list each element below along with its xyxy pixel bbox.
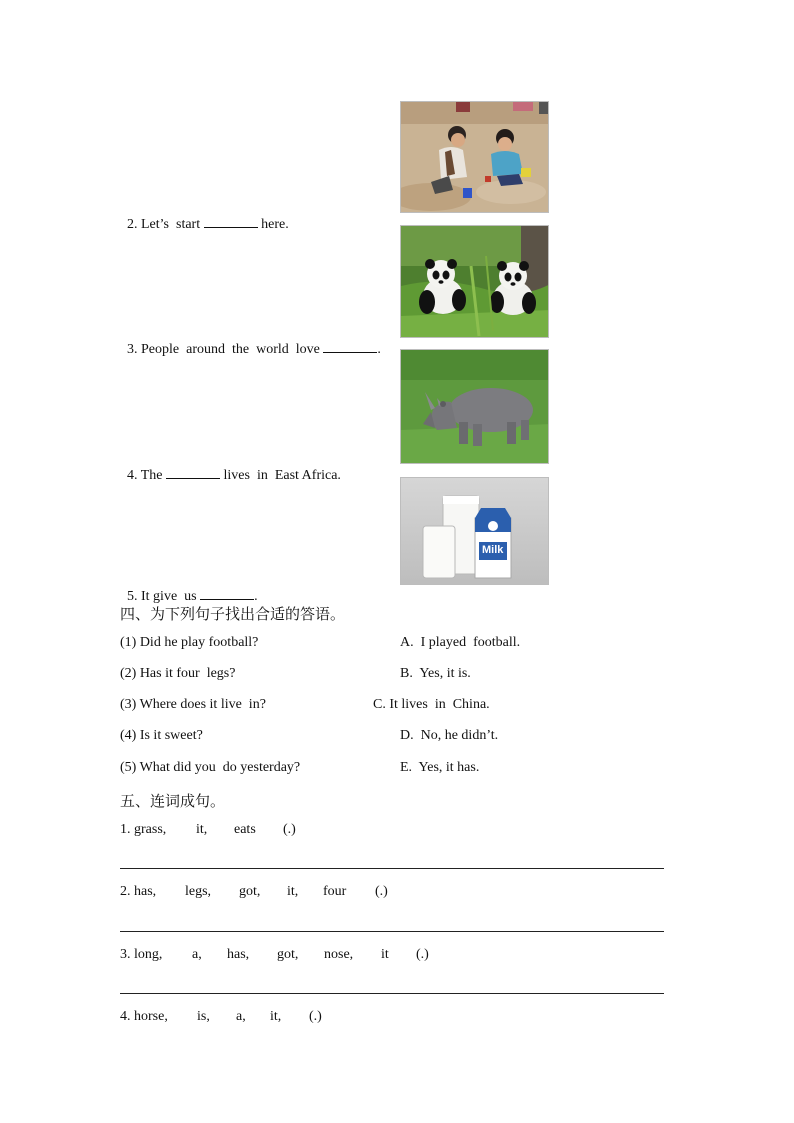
answer-blank[interactable] [204,216,258,228]
section-5-heading: 五、连词成句。 [120,792,226,810]
fill-item-2: 2. Let’s start here. [127,217,289,232]
word: 2. has, [120,884,157,899]
rhinoceros-on-grass-photo [400,349,549,464]
word: (.) [309,1009,322,1024]
section-4-heading: 四、为下列句子找出合适的答语。 [120,605,346,623]
word: (.) [416,947,429,962]
pandas-icon [401,226,549,338]
word: a, [236,1009,246,1024]
word: has, [227,947,250,962]
word: (.) [375,884,388,899]
answer-line-1[interactable] [120,868,664,869]
word: 4. horse, [120,1009,168,1024]
word: legs, [185,884,212,899]
question-2: (2) Has it four legs? [120,666,236,681]
question-4: (4) Is it sweet? [120,728,203,743]
word: (.) [283,822,296,837]
answer-blank[interactable] [166,467,220,479]
word: got, [239,884,261,899]
word: 1. grass, [120,822,167,837]
milk-glasses-and-carton-photo [400,477,549,585]
milk-carton-label: Milk [482,544,504,556]
answer-line-3[interactable] [120,993,664,994]
answer-blank[interactable] [200,588,254,600]
word: 3. long, [120,947,163,962]
question-3: (3) Where does it live in? [120,697,266,712]
answer-line-2[interactable] [120,931,664,932]
word: got, [277,947,299,962]
answer-a: A. I played football. [400,635,521,650]
word: it, [196,822,208,837]
question-1: (1) Did he play football? [120,635,259,650]
answer-b: B. Yes, it is. [400,666,471,681]
word: it, [270,1009,282,1024]
word: it [381,947,389,962]
fill-item-3: 3. People around the world love . [127,342,381,357]
word: nose, [324,947,354,962]
word: a, [192,947,202,962]
answer-c: C. It lives in China. [373,697,490,712]
answer-blank[interactable] [323,341,377,353]
children-digging-sand-icon [401,102,549,213]
word: is, [197,1009,210,1024]
fill-item-4: 4. The lives in East Africa. [127,468,341,483]
word: eats [234,822,256,837]
milk-icon [401,478,549,585]
word: it, [287,884,299,899]
fill-item-5: 5. It give us . [127,589,258,604]
pandas-eating-bamboo-photo [400,225,549,338]
word: four [323,884,347,899]
answer-e: E. Yes, it has. [400,760,480,775]
question-5: (5) What did you do yesterday? [120,760,301,775]
answer-d: D. No, he didn’t. [400,728,499,743]
rhinoceros-icon [401,350,549,464]
children-digging-sand-photo [400,101,549,213]
